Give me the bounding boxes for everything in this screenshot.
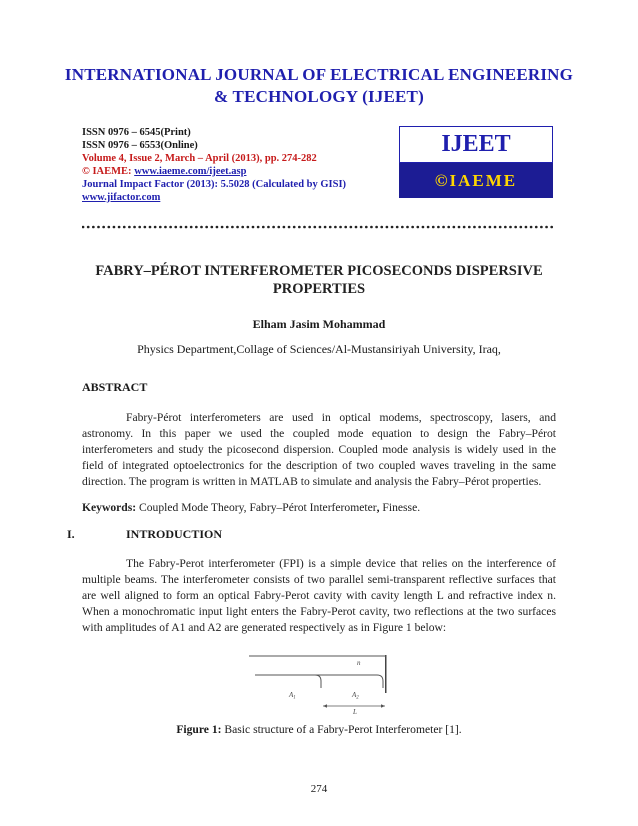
journal-title-line2: & TECHNOLOGY (IJEET) (214, 87, 424, 106)
ijeet-logo (399, 126, 553, 198)
keywords-line (82, 500, 556, 516)
fabry-perot-diagram (249, 654, 389, 714)
keywords-text-2: Finesse. (379, 501, 421, 514)
figure-caption (0, 723, 638, 736)
jifactor-link-text[interactable]: www.jifactor.com (82, 192, 161, 203)
jifactor-link[interactable] (82, 191, 160, 204)
label-amplitude-a1: $A_1$ (289, 691, 296, 701)
logo-iaeme-text: ©IAEME (399, 163, 553, 198)
author-affiliation: Physics Department,Collage of Sciences/Al-Mustansiriyah University, Iraq, (137, 342, 501, 356)
keywords-label: Keywords: (82, 501, 137, 514)
abstract-body (82, 410, 556, 490)
iaeme-line (82, 165, 246, 178)
impact-factor: Journal Impact Factor (2013): 5.5028 (Calculated by GISI) (82, 179, 347, 190)
arrowhead-left (323, 704, 327, 707)
keywords-comma: , (376, 501, 380, 514)
dotted-divider (82, 224, 554, 230)
figure-caption-text: Basic structure of a Fabry-Perot Interferometer [1]. (221, 723, 462, 736)
reflection-a1-path (255, 675, 321, 688)
author-name: Elham Jasim Mohammad (252, 317, 386, 331)
paper-title-line1: FABRY–PÉROT INTERFEROMETER PICOSECONDS DISPERSIVE (95, 263, 543, 279)
page-number: 274 (310, 783, 328, 795)
issn-print: ISSN 0976 – 6545(Print) (82, 127, 191, 138)
volume-info: Volume 4, Issue 2, March – April (2013), pp. 274-282 (82, 153, 317, 164)
label-amplitude-a2: $A_2$ (352, 691, 359, 701)
introduction-heading: INTRODUCTION (126, 527, 223, 541)
journal-title (0, 64, 638, 108)
issn-online: ISSN 0976 – 6553(Online) (82, 140, 198, 151)
introduction-text: The Fabry-Perot interferometer (FPI) is a simple device that relies on the interference of multiple beams. The interferometer consists of two parallel semi-transparent reflective surfaces that are well aligned to form an optical Fabry-Perot cavity with cavity length L and refractive index n. When a monochromatic input light enters the Fabry-Perot cavity, two reflections at the two surfaces with amplitudes of A1 and A2 are generated respectively as in Figure 1 below: (82, 557, 556, 634)
paper-title-line2: PROPERTIES (272, 281, 366, 297)
arrowhead-right (381, 704, 385, 707)
iaeme-label: © IAEME: (82, 166, 132, 177)
figure-caption-label: Figure 1: (176, 723, 222, 736)
introduction-body (82, 556, 556, 636)
reflection-a2-path (315, 675, 383, 688)
cavity-mirror-right (385, 655, 387, 693)
iaeme-link[interactable]: www.iaeme.com/ijeet.asp (134, 166, 247, 177)
label-cavity-length: L (353, 708, 357, 714)
section-number: I. (67, 527, 75, 541)
paper-title (60, 262, 578, 298)
abstract-text: Fabry-Pérot interferometers are used in optical modems, spectroscopy, lasers, and astronomy. In this paper we used the coupled mode equation to design the Fabry–Pérot interferometers and study the picosecond dispersion. Coupled mode analysis is widely used in the field of integrated optoelectronics for the description of two coupled waves traveling in the same direction. The program is written in MATLAB to simulate and analysis the Fabry–Pérot properties. (82, 411, 556, 488)
keywords-text-1: Coupled Mode Theory, Fabry–Pérot Interferometer (136, 501, 377, 514)
journal-title-line1: INTERNATIONAL JOURNAL OF ELECTRICAL ENGINEERING (64, 65, 574, 84)
label-refractive-index: n (357, 659, 361, 667)
abstract-heading: ABSTRACT (82, 380, 148, 394)
logo-ijeet-text: IJEET (399, 126, 553, 163)
